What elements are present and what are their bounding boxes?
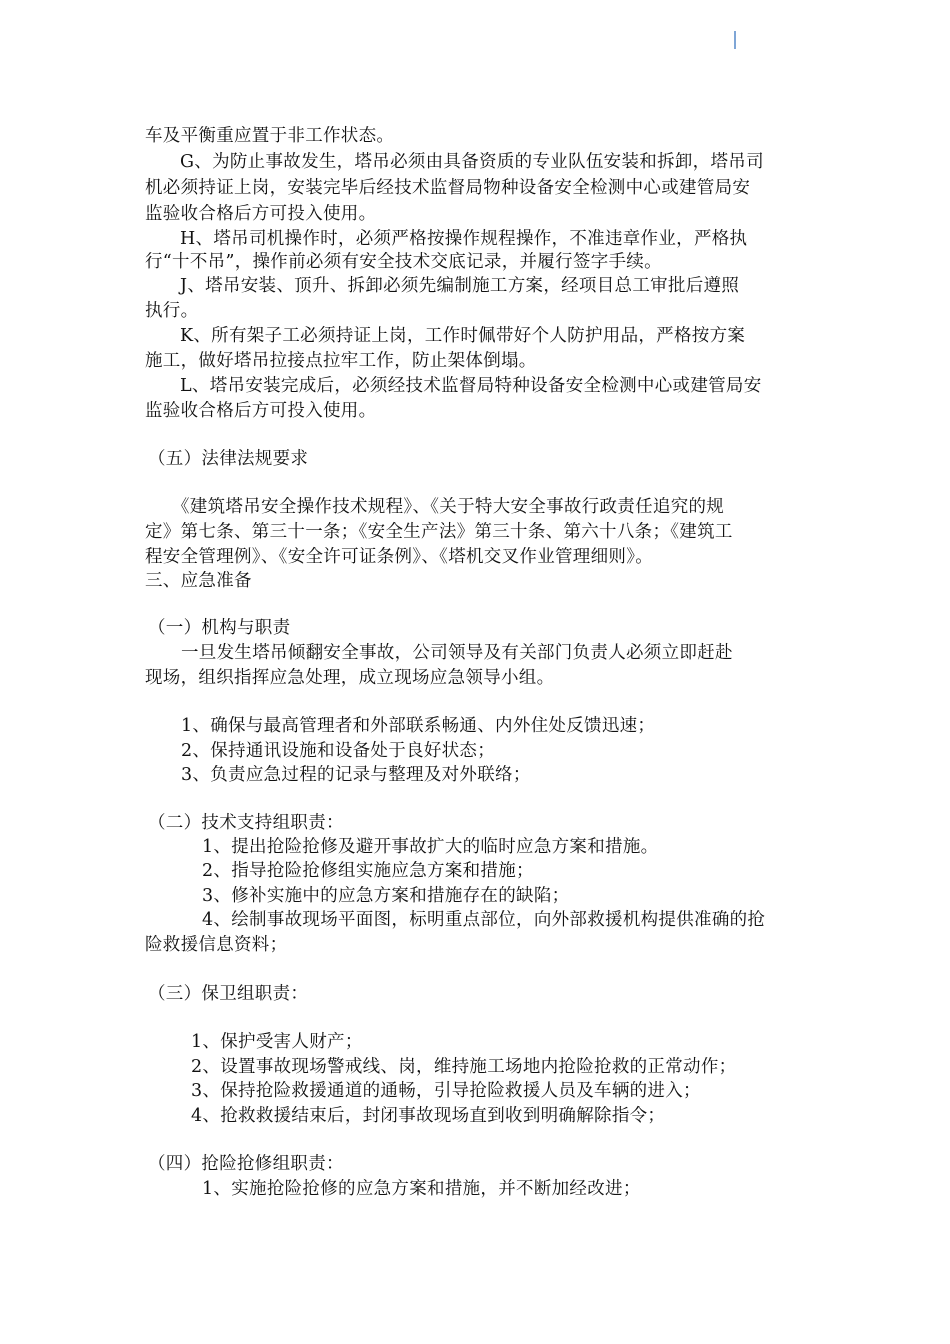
text-line: 执行。 [145,301,199,321]
text-line: 施工，做好塔吊拉接点拉牢工作，防止架体倒塌。 [145,351,537,371]
list-item: 1、确保与最高管理者和外部联系畅通、内外住处反馈迅速； [181,716,656,736]
list-item: 4、抢救救援结束后，封闭事故现场直到收到明确解除指令； [191,1106,666,1126]
section-heading: （一）机构与职责 [148,618,291,638]
text-line: 险救援信息资料； [145,935,288,955]
text-line: 《建筑塔吊安全操作技术规程》、《关于特大安全事故行政责任追究的规 [172,497,725,517]
text-line: 机必须持证上岗，安装完毕后经技术监督局物种设备安全检测中心或建管局安 [145,178,751,198]
text-line: 行“十不吊”，操作前必须有安全技术交底记录，并履行签字手续。 [145,252,662,272]
list-item: 3、保持抢险救援通道的通畅，引导抢险救援人员及车辆的进入； [191,1081,701,1101]
section-heading: （三）保卫组职责： [148,984,309,1004]
text-line: L、塔吊安装完成后，必须经技术监督局特种设备安全检测中心或建管局安 [180,376,762,396]
list-item: 1、实施抢险抢修的应急方案和措施，并不断加经改进； [202,1179,641,1199]
text-line: 监验收合格后方可投入使用。 [145,401,377,421]
text-line: 车及平衡重应置于非工作状态。 [145,126,395,146]
list-item: 2、设置事故现场警戒线、岗，维持施工场地内抢险抢救的正常动作； [191,1057,737,1077]
text-line: 现场，组织指挥应急处理，成立现场应急领导小组。 [145,668,555,688]
list-item: 2、保持通讯设施和设备处于良好状态； [181,741,496,761]
text-line: 一旦发生塔吊倾翻安全事故，公司领导及有关部门负责人必须立即赶赴 [181,643,733,663]
list-item: 3、修补实施中的应急方案和措施存在的缺陷； [202,886,570,906]
text-line: H、塔吊司机操作时，必须严格按操作规程操作，不准违章作业，严格执 [180,229,748,249]
text-line: 定》第七条、第三十一条；《安全生产法》第三十条、第六十八条；《建筑工 [145,522,733,542]
section-heading: （二）技术支持组职责： [148,813,344,833]
section-heading: （四）抢险抢修组职责： [148,1154,344,1174]
list-item: 1、保护受害人财产； [191,1032,363,1052]
text-line: 程安全管理例》、《安全许可证条例》、《塔机交叉作业管理细则》。 [145,547,654,567]
text-line: 监验收合格后方可投入使用。 [145,204,377,224]
text-line: K、所有架子工必须持证上岗，工作时佩带好个人防护用品，严格按方案 [180,326,746,346]
text-line: J、塔吊安装、顶升、拆卸必须先编制施工方案，经项目总工审批后遵照 [180,276,740,296]
list-item: 3、负责应急过程的记录与整理及对外联络； [181,765,531,785]
list-item: 1、提出抢险抢修及避开事故扩大的临时应急方案和措施。 [202,837,659,857]
section-heading: 三、应急准备 [145,571,252,591]
text-line: G、为防止事故发生，塔吊必须由具备资质的专业队伍安装和拆卸，塔吊司 [180,152,764,172]
list-item: 4、绘制事故现场平面图，标明重点部位，向外部救援机构提供准确的抢 [202,910,766,930]
cursor-mark [734,31,736,49]
section-heading: （五）法律法规要求 [148,449,309,469]
list-item: 2、指导抢险抢修组实施应急方案和措施； [202,861,534,881]
